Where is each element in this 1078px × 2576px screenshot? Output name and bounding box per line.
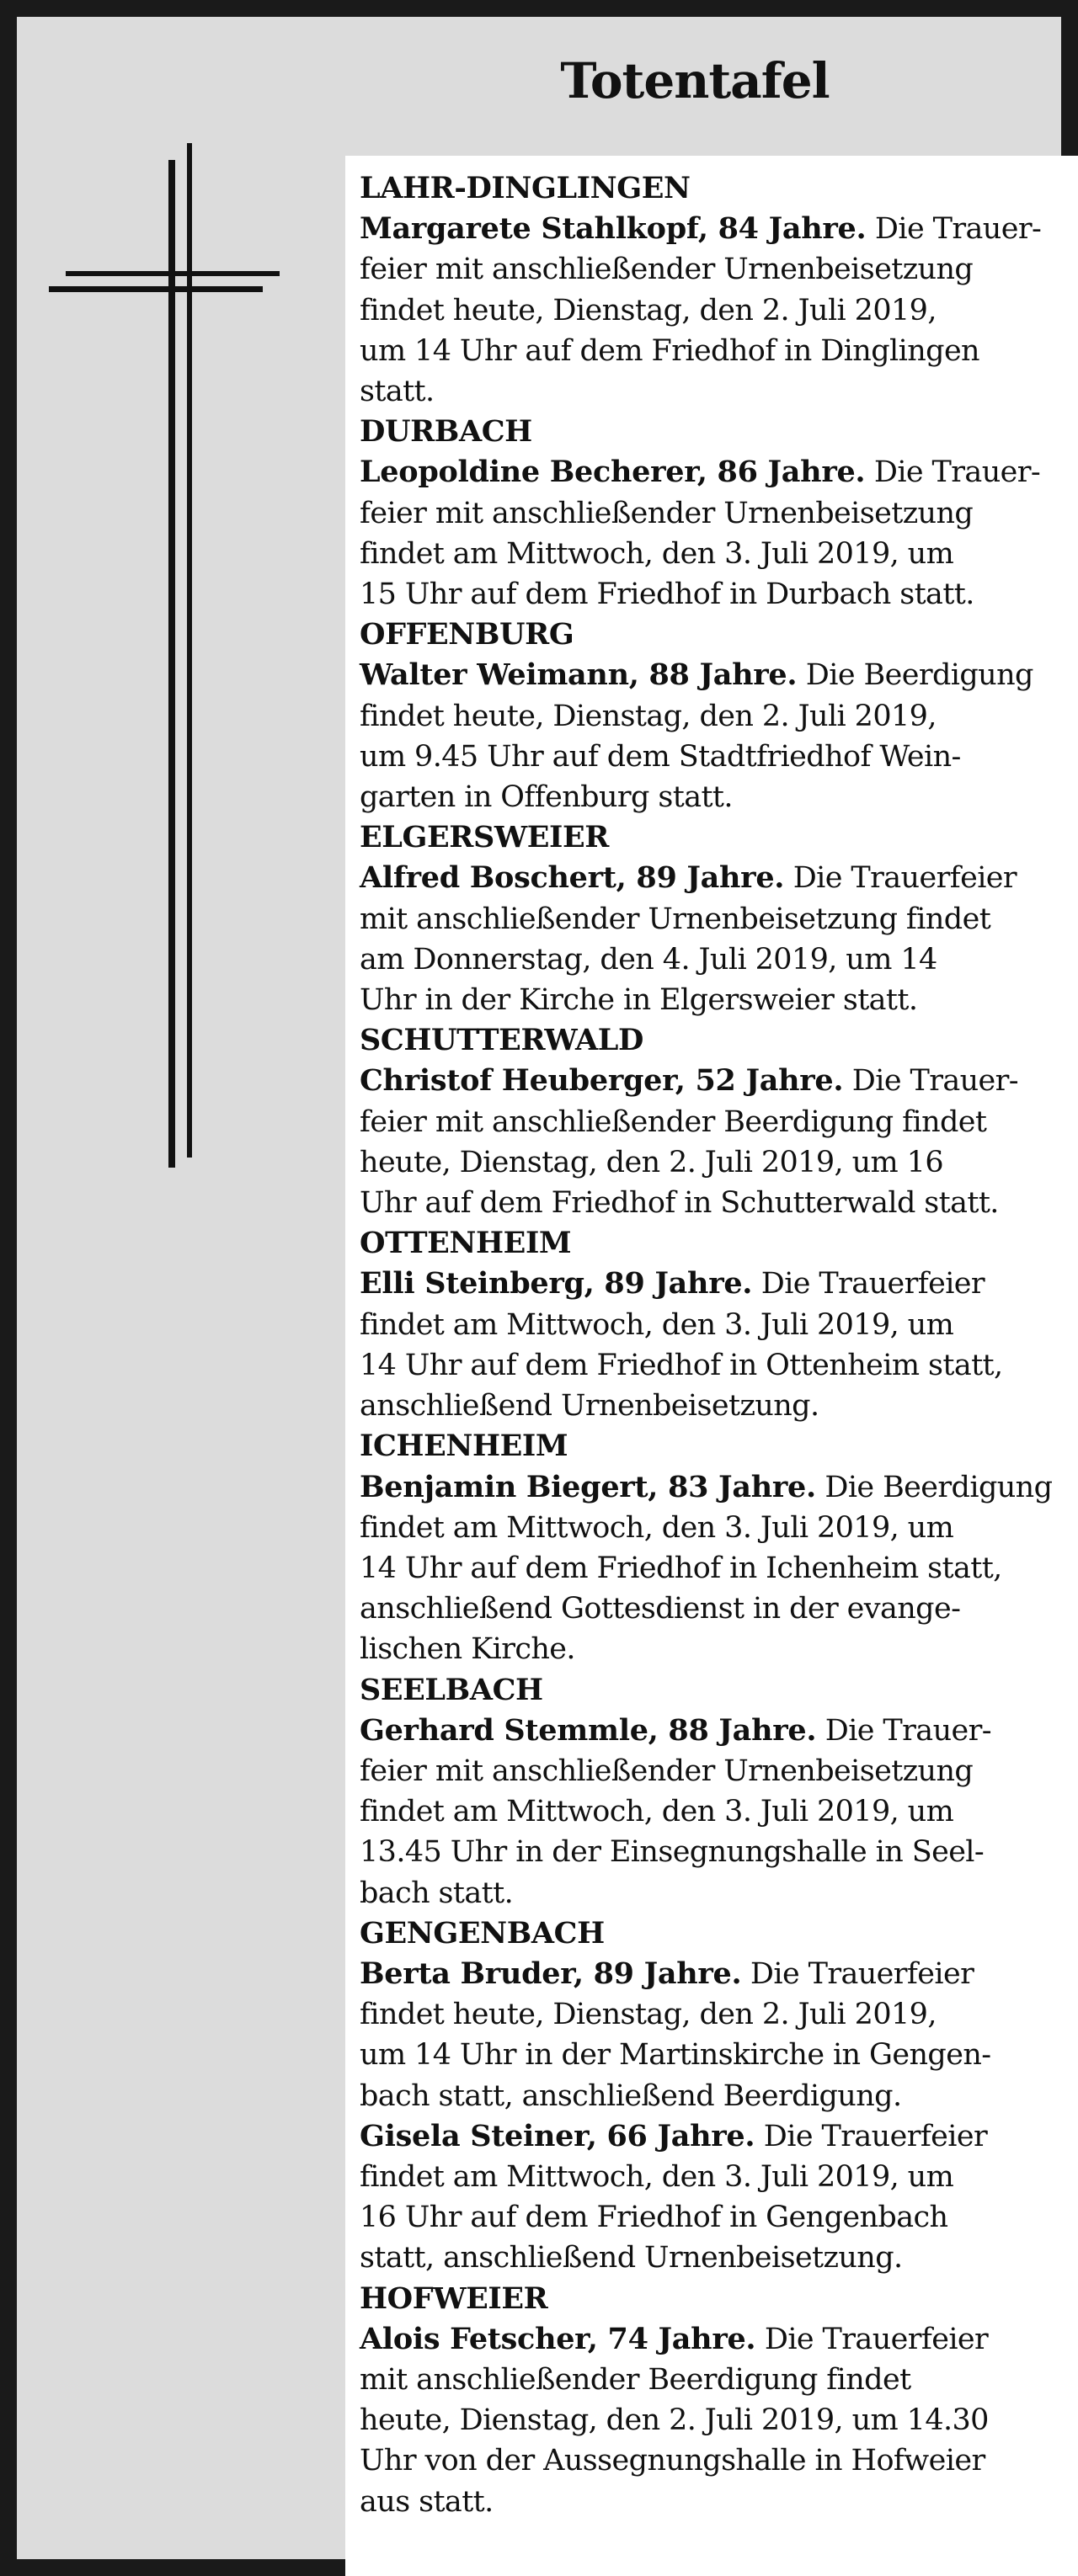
obituary-notice (360, 2319, 1033, 2522)
deceased-name: Christof Heuberger, 52 Jahre. (360, 1063, 844, 1099)
notice-line (360, 1467, 1053, 1508)
place-heading: GENGENBACH (360, 1915, 605, 1951)
deceased-name: Alfred Boschert, 89 Jahre. (360, 860, 785, 896)
obituary-entry (360, 1223, 1033, 1426)
obituary-entry (360, 1020, 1033, 1223)
notice-line (360, 2116, 1033, 2157)
deceased-name: Walter Weimann, 88 Jahre. (360, 657, 798, 693)
notice-line: lischen Kirche. (360, 1632, 575, 1667)
notice-line: 14 Uhr auf dem Friedhof in Ottenheim statt, (360, 1348, 1003, 1382)
notice-line: bach statt, anschließend Beerdigung. (360, 2078, 902, 2113)
notice-line: anschließend Urnenbeisetzung. (360, 1389, 819, 1424)
notice-line: 13.45 Uhr in der Einsegnungshalle in Seel- (360, 1835, 985, 1870)
obituary-entry (360, 817, 1033, 1020)
notice-line: anschließend Gottesdienst in der evange- (360, 1592, 961, 1626)
notice-line: bach statt. (360, 1876, 514, 1910)
deceased-name: Benjamin Biegert, 83 Jahre. (360, 1469, 816, 1504)
place-heading: LAHR-DINGLINGEN (360, 171, 691, 205)
notice-line: feier mit anschließender Urnenbeisetzung (360, 253, 974, 287)
notice-line: Uhr auf dem Friedhof in Schutterwald statt. (360, 1186, 999, 1221)
obituary-notice (360, 1061, 1033, 1223)
page-title: Totentafel (560, 52, 830, 109)
notice-line: garten in Offenburg statt. (360, 780, 733, 815)
notice-line: mit anschließender Urnenbeisetzung findet (360, 902, 991, 936)
deceased-name: Leopoldine Becherer, 86 Jahre. (360, 455, 866, 490)
notice-line (360, 1954, 1033, 1994)
obituary-notice (360, 858, 1033, 1020)
place-heading: DURBACH (360, 414, 532, 450)
notice-line: findet am Mittwoch, den 3. Juli 2019, um (360, 1307, 954, 1342)
notice-line: findet am Mittwoch, den 3. Juli 2019, um (360, 1795, 954, 1829)
notice-line: statt, anschließend Urnenbeisetzung. (360, 2241, 903, 2275)
notice-text: Die Trauerfeier (741, 1956, 974, 1991)
deceased-name: Gerhard Stemmle, 88 Jahre. (360, 1712, 817, 1748)
notice-line: feier mit anschließender Urnenbeisetzung (360, 496, 974, 530)
deceased-name: Gisela Steiner, 66 Jahre. (360, 2118, 755, 2153)
obituary-entry (360, 615, 1033, 817)
notice-text: Die Trauerfeier (755, 2119, 988, 2153)
notice-line (360, 655, 1033, 695)
notice-line: 15 Uhr auf dem Friedhof in Durbach statt. (360, 577, 974, 612)
notice-line: statt. (360, 375, 435, 409)
deceased-name: Alois Fetscher, 74 Jahre. (360, 2321, 756, 2356)
notice-line: am Donnerstag, den 4. Juli 2019, um 14 (360, 942, 937, 977)
notice-line (360, 1711, 1033, 1751)
notice-line: 14 Uhr auf dem Friedhof in Ichenheim statt, (360, 1551, 1002, 1585)
place-heading: SEELBACH (360, 1672, 543, 1707)
obituary-notice (360, 1711, 1033, 1913)
notice-text: Die Beerdigung (797, 658, 1033, 693)
obituary-notice (360, 2116, 1033, 2279)
notice-line (360, 2319, 1033, 2360)
obituary-notice (360, 209, 1042, 412)
deceased-name: Margarete Stahlkopf, 84 Jahre. (360, 211, 867, 247)
obituary-entry (360, 1426, 1053, 1669)
cross-icon (0, 0, 328, 1179)
obituary-notice (360, 452, 1041, 615)
obituary-list (360, 168, 1053, 2522)
notice-line: aus statt. (360, 2484, 494, 2519)
notice-line: um 14 Uhr in der Martinskirche in Gengen- (360, 2038, 991, 2073)
place-heading: SCHUTTERWALD (360, 1023, 643, 1058)
notice-line (360, 1264, 1033, 1304)
notice-line (360, 209, 1042, 249)
place-heading: HOFWEIER (360, 2281, 548, 2316)
place-heading: OTTENHEIM (360, 1226, 572, 1261)
notice-line (360, 1061, 1033, 1101)
obituary-notice (360, 1264, 1033, 1426)
notice-line: findet heute, Dienstag, den 2. Juli 2019, (360, 699, 937, 733)
notice-line: findet am Mittwoch, den 3. Juli 2019, um (360, 2159, 954, 2194)
obituary-notice (360, 655, 1033, 817)
place-heading: OFFENBURG (360, 617, 574, 652)
obituary-entry (360, 1670, 1033, 1913)
notice-line (360, 858, 1033, 898)
obituary-notice (360, 1954, 1033, 2116)
notice-line: um 9.45 Uhr auf dem Stadtfriedhof Wein- (360, 739, 961, 774)
notice-line: findet heute, Dienstag, den 2. Juli 2019, (360, 293, 937, 327)
notice-line: feier mit anschließender Urnenbeisetzung (360, 1754, 974, 1788)
obituary-entry (360, 168, 1042, 412)
deceased-name: Berta Bruder, 89 Jahre. (360, 1956, 742, 1991)
deceased-name: Elli Steinberg, 89 Jahre. (360, 1266, 753, 1301)
notice-text: Die Trauer- (866, 212, 1042, 247)
notice-line: heute, Dienstag, den 2. Juli 2019, um 16 (360, 1145, 943, 1179)
notice-text: Die Trauer- (843, 1064, 1019, 1099)
notice-line: findet heute, Dienstag, den 2. Juli 2019, (360, 1998, 937, 2032)
notice-line: um 14 Uhr auf dem Friedhof in Dinglingen (360, 333, 980, 368)
notice-text: Die Trauer- (816, 1713, 991, 1748)
notice-line: Uhr von der Aussegnungshalle in Hofweier (360, 2444, 985, 2478)
obituary-entry (360, 1913, 1033, 2279)
notice-line (360, 452, 1041, 492)
notice-line: heute, Dienstag, den 2. Juli 2019, um 14.30 (360, 2403, 989, 2438)
obituary-entry (360, 2279, 1033, 2522)
notice-text: Die Beerdigung (815, 1470, 1053, 1504)
notice-text: Die Trauer- (865, 455, 1041, 490)
obituary-entry (360, 412, 1041, 615)
notice-line: feier mit anschließender Beerdigung findet (360, 1104, 987, 1139)
place-heading: ELGERSWEIER (360, 820, 609, 855)
notice-text: Die Trauerfeier (755, 2322, 989, 2356)
place-heading: ICHENHEIM (360, 1429, 568, 1464)
notice-line: findet am Mittwoch, den 3. Juli 2019, um (360, 1510, 954, 1545)
notice-text: Die Trauerfeier (784, 861, 1017, 896)
notice-line: findet am Mittwoch, den 3. Juli 2019, um (360, 536, 954, 571)
notice-line: mit anschließender Beerdigung findet (360, 2362, 911, 2397)
notice-text: Die Trauerfeier (752, 1267, 985, 1301)
notice-line: 16 Uhr auf dem Friedhof in Gengenbach (360, 2201, 948, 2235)
notice-line: Uhr in der Kirche in Elgersweier statt. (360, 983, 918, 1018)
obituary-notice (360, 1467, 1053, 1670)
